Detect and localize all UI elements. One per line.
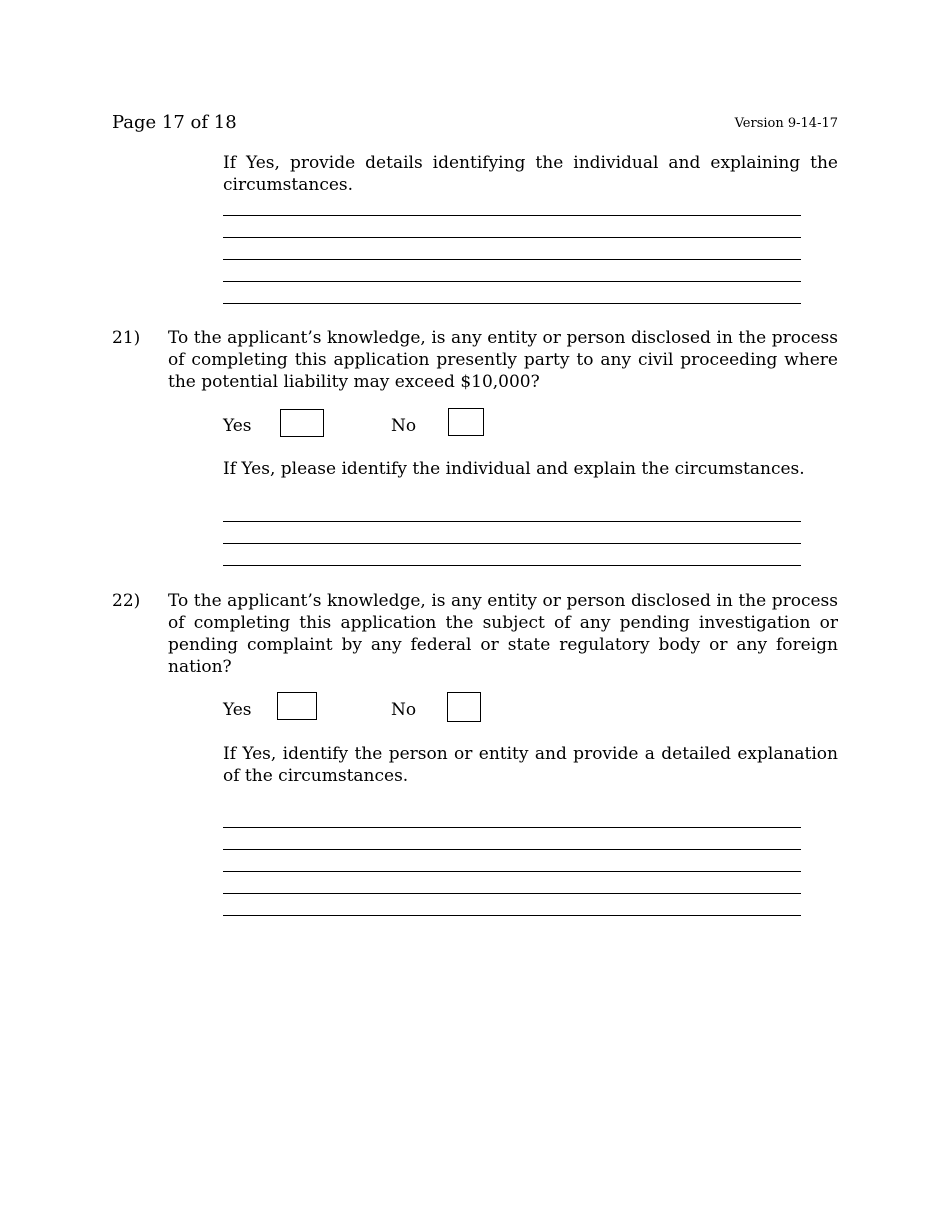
q21-yes-checkbox[interactable]: [280, 409, 324, 437]
answer-line[interactable]: [223, 194, 801, 216]
q20-answer-lines[interactable]: [223, 194, 801, 304]
q21-yes-label: Yes: [223, 416, 252, 436]
q21-no-label: No: [391, 416, 417, 436]
q21-answer-lines[interactable]: [223, 500, 801, 566]
answer-line[interactable]: [223, 544, 801, 566]
answer-line[interactable]: [223, 282, 801, 304]
q22-number: 22): [112, 591, 141, 611]
q22-answer-lines[interactable]: [223, 806, 801, 916]
answer-line[interactable]: [223, 238, 801, 260]
answer-line[interactable]: [223, 894, 801, 916]
q22-no-checkbox[interactable]: [447, 692, 481, 722]
answer-line[interactable]: [223, 806, 801, 828]
q21-question: To the applicant’s knowledge, is any entity or person disclosed in the process of completing this application presently party to any civil proceeding where the potential liability may exceed $10,000?: [168, 328, 838, 392]
answer-line[interactable]: [223, 872, 801, 894]
answer-line[interactable]: [223, 216, 801, 238]
q22-question: To the applicant’s knowledge, is any entity or person disclosed in the process of completing this application the subject of any pending investigation or pending complaint by any federal or state regulatory body or any foreign nation?: [168, 591, 838, 677]
answer-line[interactable]: [223, 828, 801, 850]
q21-if-yes-instructions: If Yes, please identify the individual and explain the circumstances.: [223, 459, 805, 479]
q21-no-checkbox[interactable]: [448, 408, 484, 436]
page-number: Page 17 of 18: [112, 112, 237, 133]
q22-if-yes-instructions: If Yes, identify the person or entity and provide a detailed explanation of the circumstances.: [223, 744, 838, 786]
q22-no-label: No: [391, 700, 417, 720]
answer-line[interactable]: [223, 260, 801, 282]
answer-line[interactable]: [223, 522, 801, 544]
answer-line[interactable]: [223, 500, 801, 522]
q22-yes-checkbox[interactable]: [277, 692, 317, 720]
q21-number: 21): [112, 328, 141, 348]
version-label: Version 9-14-17: [734, 116, 838, 131]
answer-line[interactable]: [223, 850, 801, 872]
q22-yes-label: Yes: [223, 700, 252, 720]
q20-if-yes-instructions: If Yes, provide details identifying the individual and explaining the circumstances.: [223, 153, 838, 195]
